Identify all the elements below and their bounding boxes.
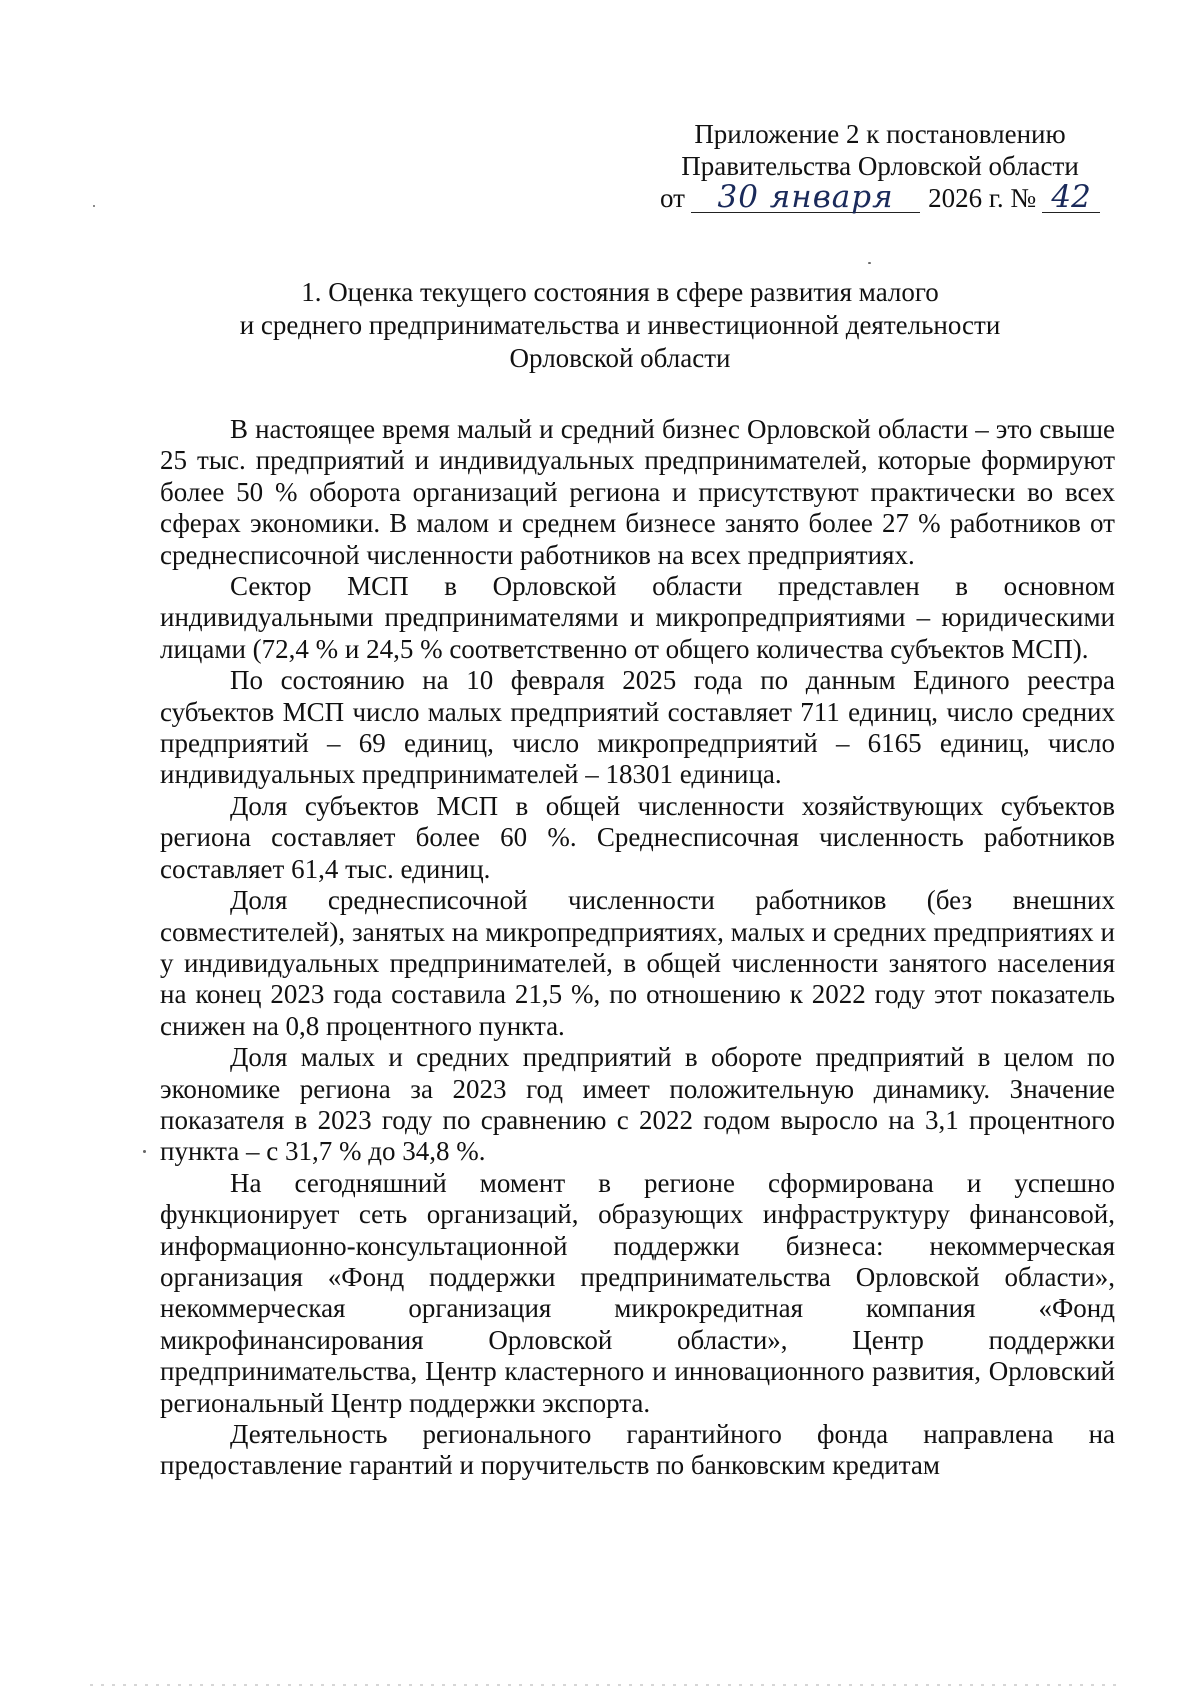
section-title: [160, 276, 1080, 375]
section-title-line-1: 1. Оценка текущего состояния в сфере развития малого: [301, 277, 939, 307]
paragraph: На сегодняшний момент в регионе сформирована и успешно функционирует сеть организаций, образующих инфраструктуру финансовой, информационно-консультационной поддержки бизнеса: некоммерческая организация «Фонд поддержки предпринимательства Орловской области», некоммерческая организация микрокредитная компания «Фонд микрофинансирования Орловской области», Центр поддержки предпринимательства, Центр кластерного и инновационного развития, Орловский региональный Центр поддержки экспорта.: [160, 1167, 1115, 1418]
handwritten-date: 30 января: [691, 182, 920, 213]
appendix-line-2: Правительства Орловской области: [681, 151, 1079, 181]
scan-speck: [93, 205, 95, 207]
section-title-line-2: и среднего предпринимательства и инвестиционной деятельности: [239, 310, 1001, 340]
paragraph: Доля субъектов МСП в общей численности хозяйствующих субъектов региона составляет более 60 %. Среднесписочная численность работников составляет 61,4 тыс. единиц.: [160, 790, 1115, 884]
paragraph: Сектор МСП в Орловской области представлен в основном индивидуальными предпринимателями и микропредприятиями – юридическими лицами (72,4 % и 24,5 % соответственно от общего количества субъектов МСП).: [160, 571, 1115, 664]
paragraph: По состоянию на 10 февраля 2025 года по данным Единого реестра субъектов МСП число малых предприятий составляет 711 единиц, число средних предприятий – 69 единиц, число микропредприятий – 6165 единиц, число индивидуальных предпринимателей – 18301 единица.: [160, 665, 1115, 790]
date-prefix: от: [660, 183, 685, 213]
handwritten-number: 42: [1042, 182, 1100, 213]
scan-speck: [143, 1150, 146, 1153]
appendix-header: [660, 118, 1100, 214]
paragraph: Доля малых и средних предприятий в обороте предприятий в целом по экономике региона за 2023 год имеет положительную динамику. Значение показателя в 2023 году по сравнению с 2022 годом выросло на 3,1 процентного пункта – с 31,7 % до 34,8 %.: [160, 1042, 1115, 1167]
appendix-line-1: Приложение 2 к постановлению: [694, 119, 1066, 149]
appendix-date-line: [660, 179, 1100, 215]
scan-edge-noise: [90, 1684, 1120, 1686]
scan-speck: [868, 262, 871, 264]
body-text: [160, 414, 1115, 1482]
paragraph: Доля среднесписочной численности работников (без внешних совместителей), занятых на микропредприятиях, малых и средних предприятиях и у индивидуальных предпринимателей, в общей численности занятого населения на конец 2023 года составила 21,5 %, по отношению к 2022 году этот показатель снижен на 0,8 процентного пункта.: [160, 885, 1115, 1041]
paragraph: Деятельность регионального гарантийного фонда направлена на предоставление гарантий и поручительств по банковским кредитам: [160, 1419, 1115, 1481]
paragraph: В настоящее время малый и средний бизнес Орловской области – это свыше 25 тыс. предприятий и индивидуальных предпринимателей, которые формируют более 50 % оборота организаций региона и присутствуют практически во всех сферах экономики. В малом и среднем бизнесе занято более 27 % работников от среднесписочной численности работников на всех предприятиях.: [160, 414, 1115, 570]
year-and-number-label: 2026 г. №: [928, 183, 1037, 213]
section-title-line-3: Орловской области: [509, 343, 731, 373]
